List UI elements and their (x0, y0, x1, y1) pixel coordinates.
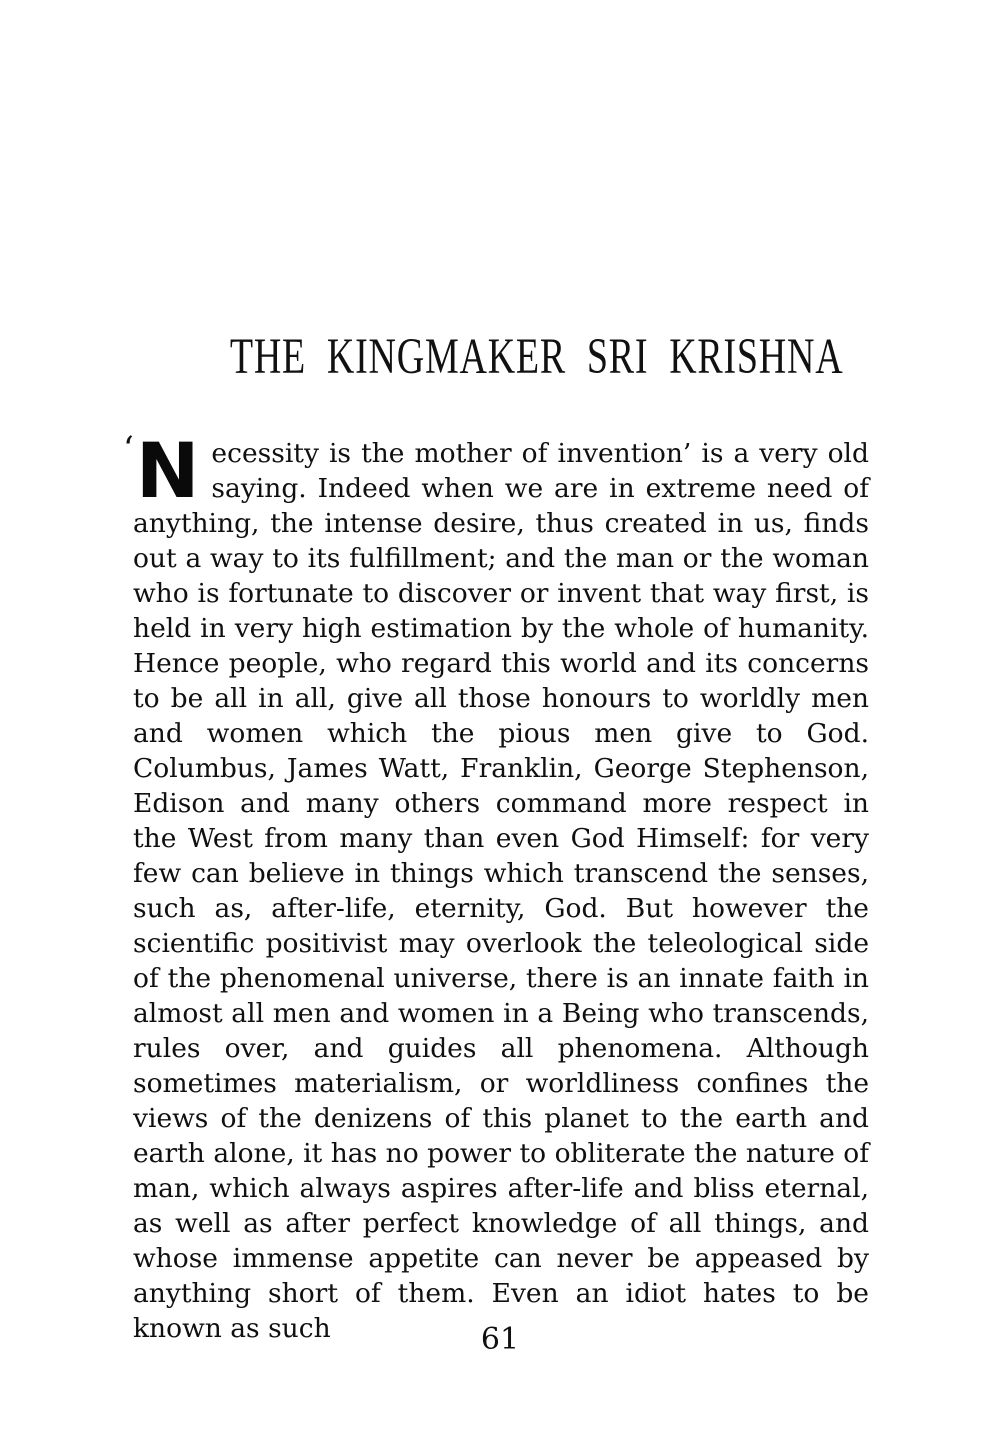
chapter-title (133, 326, 869, 385)
page-number: 61 (480, 1322, 520, 1357)
opening-quote-mark: ‘ (123, 429, 134, 469)
text-block (123, 0, 869, 1346)
body-paragraph (123, 426, 869, 1346)
paragraph-text: ecessity is the mother of invention’ is a very old saying. Indeed when we are in extreme need of anything, the intense desire, thus created in us, finds out a way to its fulfillment; and the man or the woman who is fortunate to discover or invent that way first, is held in very high estimation by the whole of humanity. Hence people, who regard this world and its concerns to be all in all, give all those honours to worldly men and women which the pious men give to God. Columbus, James Watt, Franklin, George Stephenson, Edison and many others command more respect in the West from many than even God Himself: for very few can believe in things which transcend the senses, such as, after-life, eternity, God. But however the scientific positivist may overlook the teleological side of the phenomenal universe, there is an innate faith in almost all men and women in a Being who transcends, rules over, and guides all phenomena. Although sometimes materialism, or worldliness confines the views of the denizens of this planet to the earth and earth alone, it has no power to obliterate the nature of man, which always aspires after-life and bliss eternal, as well as after perfect knowledge of all things, and whose immense appetite can never be appeased by anything short of them. Even an idiot hates to be known as such (133, 438, 869, 1344)
drop-cap-letter: N (135, 426, 200, 515)
chapter-title-text: THE KINGMAKER SRI KRISHNA (229, 326, 844, 385)
